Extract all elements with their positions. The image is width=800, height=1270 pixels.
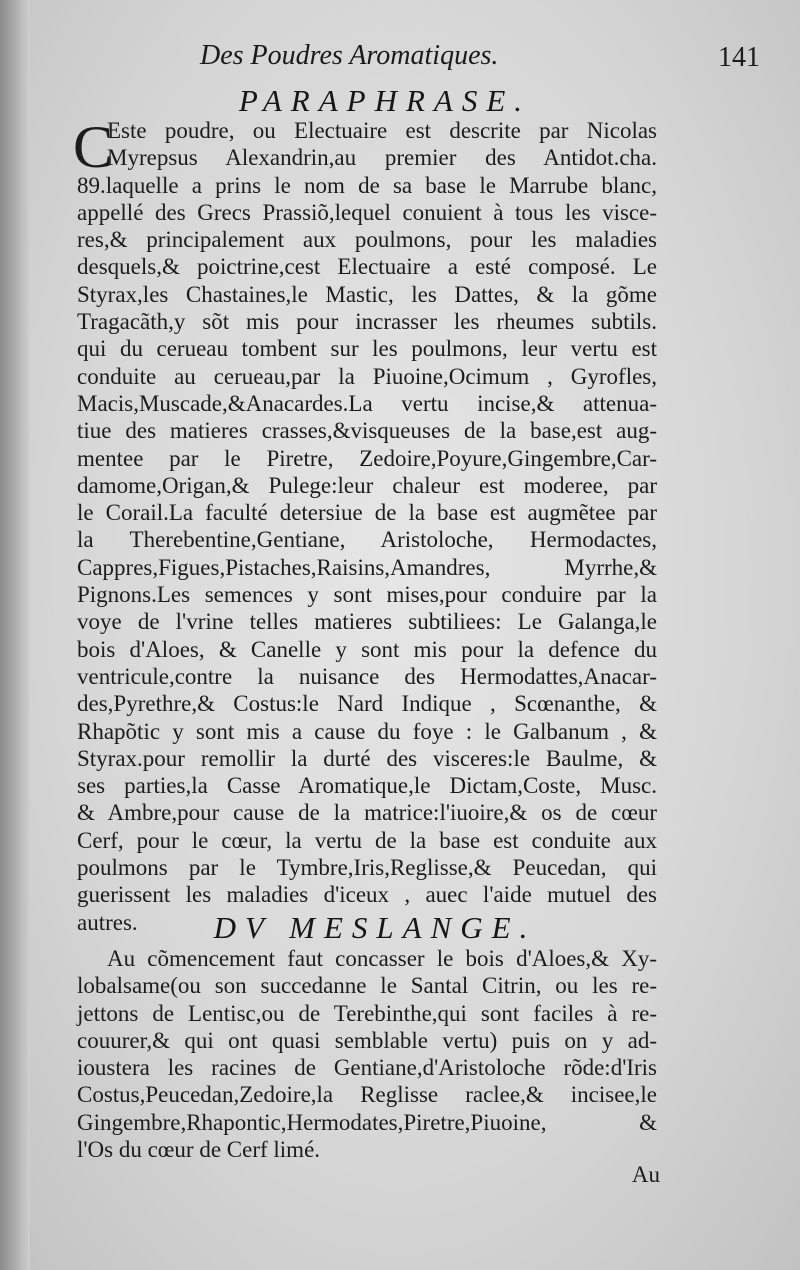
drop-cap: C <box>73 114 114 180</box>
page-number: 141 <box>718 42 760 73</box>
text-line: & Ambre,pour cause de la matrice:l'iuoire,& os de cœur <box>77 800 657 826</box>
text-line: Pignons.Les semences y sont mises,pour conduire par la <box>77 582 657 608</box>
text-line: la Therebentine,Gentiane, Aristoloche, Hermodactes, <box>77 527 657 553</box>
text-line: Rhapõtic y sont mis a cause du foye : le Galbanum , & <box>77 718 657 744</box>
text-line: damome,Origan,& Pulege:leur chaleur est moderee, par <box>77 472 657 498</box>
text-line: ioustera les racines de Gentiane,d'Aristoloche rõde:d'Iris <box>77 1055 657 1081</box>
catchword: Au <box>631 1162 660 1187</box>
text-line: Gingembre,Rhapontic,Hermodates,Piretre,Piuoine, & <box>77 1109 657 1135</box>
text-line: res,& principalement aux poulmons, pour les maladies <box>77 227 657 253</box>
text-line: ses parties,la Casse Aromatique,le Dictam,Coste, Musc. <box>77 773 657 799</box>
text-line: autres. <box>77 909 138 935</box>
text-line: Macis,Muscade,&Anacardes.La vertu incise,& attenua- <box>77 390 657 416</box>
text-line: poulmons par le Tymbre,Iris,Reglisse,& Peucedan, qui <box>77 855 657 881</box>
text-line: voye de l'vrine telles matieres subtiliees: Le Galanga,le <box>77 609 657 635</box>
text-line: conduite au cerueau,par la Piuoine,Ocimum , Gyrofles, <box>77 363 657 389</box>
text-line: Cappres,Figues,Pistaches,Raisins,Amandres, Myrrhe,& <box>77 554 657 580</box>
text-line: Au cõmencement faut concasser le bois d'Aloes,& Xy- <box>107 946 657 971</box>
text-line: Cerf, pour le cœur, la vertu de la base est conduite aux <box>77 827 657 853</box>
text-line: tiue des matieres crasses,&visqueuses de la base,est aug- <box>77 418 657 444</box>
text-line: bois d'Aloes, & Canelle y sont mis pour la defence du <box>77 636 657 662</box>
text-line: Styrax.pour remollir la durté des visceres:le Baulme, & <box>77 745 657 771</box>
text-line: jettons de Lentisc,ou de Terebinthe,qui sont faciles à re- <box>77 1000 657 1026</box>
meslange-body <box>77 945 657 1163</box>
page-gutter-shadow <box>0 0 30 1270</box>
text-line: lobalsame(ou son succedanne le Santal Citrin, ou les re- <box>77 973 657 999</box>
text-line: Styrax,les Chastaines,le Mastic, les Dattes, & la gõme <box>77 281 657 307</box>
running-head <box>200 40 760 84</box>
text-line: guerissent les maladies d'iceux , auec l'aide mutuel des <box>77 882 657 908</box>
text-line: qui du cerueau tombent sur les poulmons, leur vertu est <box>77 336 657 362</box>
text-line: Costus,Peucedan,Zedoire,la Reglisse raclee,& incisee,le <box>77 1082 657 1108</box>
text-line: desquels,& poictrine,cest Electuaire a esté composé. Le <box>77 254 657 280</box>
section-heading-paraphrase: PARAPHRASE. <box>238 83 532 118</box>
text-line: des,Pyrethre,& Costus:le Nard Indique , Scœnanthe, & <box>77 691 657 717</box>
text-line: l'Os du cœur de Cerf limé. <box>77 1137 321 1163</box>
paraphrase-body <box>77 117 657 936</box>
text-line: Myrepsus Alexandrin,au premier des Antidot.cha. <box>107 145 657 171</box>
text-line: Este poudre, ou Electuaire est descrite par Nicolas <box>107 118 657 143</box>
section-heading-meslange: DV MESLANGE. <box>213 910 537 945</box>
text-line: 89.laquelle a prins le nom de sa base le Marrube blanc, <box>77 172 657 198</box>
running-title: Des Poudres Aromatiques. <box>200 40 499 71</box>
text-line: ventricule,contre la nuisance des Hermodattes,Anacar- <box>77 663 657 689</box>
text-line: appellé des Grecs Prassiõ,lequel conuient à tous les visce- <box>77 199 657 225</box>
text-line: le Corail.La faculté detersiue de la base est augmẽtee par <box>77 500 657 526</box>
text-line: couurer,& qui ont quasi semblable vertu) puis on y ad- <box>77 1027 657 1053</box>
text-line: Tragacãth,y sõt mis pour incrasser les rheumes subtils. <box>77 309 657 335</box>
text-line: mentee par le Piretre, Zedoire,Poyure,Gingembre,Car- <box>77 445 657 471</box>
